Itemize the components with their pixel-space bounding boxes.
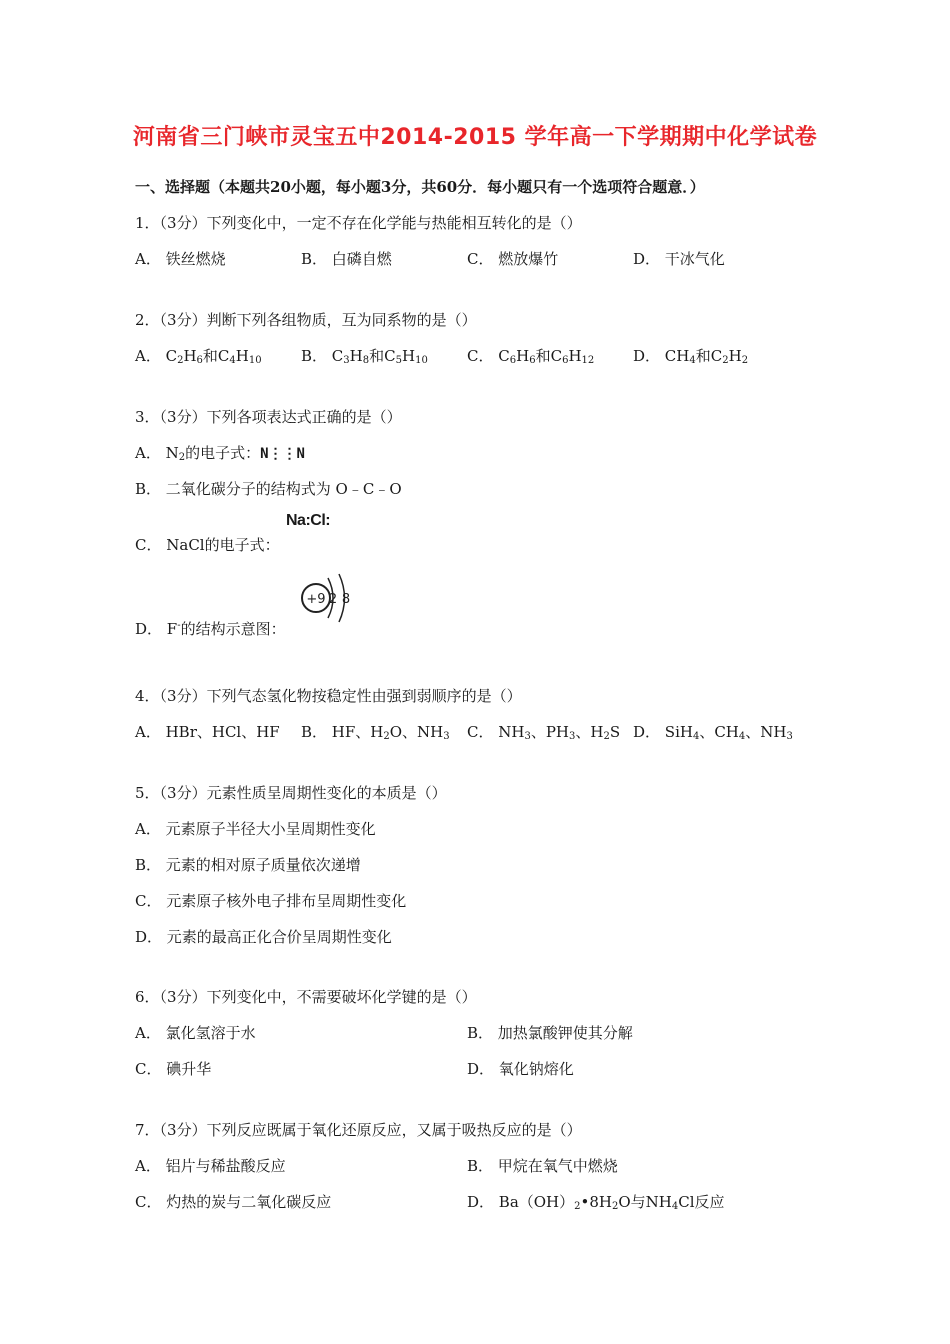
question-1-option-b: B． 白磷自燃 bbox=[301, 250, 392, 268]
question-4-option-c: C． $NH_3$、$PH_3$、$H_2S$ bbox=[467, 723, 621, 742]
question-6-option-c: C． 碘升华 bbox=[135, 1060, 212, 1078]
fluoride-ion-structure-diagram bbox=[298, 570, 358, 626]
question-5-stem: 5．（3分）元素性质呈周期性变化的本质是（） bbox=[135, 784, 447, 802]
nucleus-charge: +9 bbox=[306, 592, 326, 607]
nacl-electron-formula-image: Na:Cl: bbox=[286, 512, 331, 529]
question-2-stem: 2．（3分）判断下列各组物质，互为同系物的是（） bbox=[135, 311, 477, 329]
question-4-stem: 4．（3分）下列气态氢化物按稳定性由强到弱顺序的是（） bbox=[135, 687, 522, 705]
question-7-option-b: B． 甲烷在氧气中燃烧 bbox=[467, 1157, 618, 1175]
question-2-option-b: B． $C_3H_8$和$C_5H_{10}$ bbox=[301, 347, 428, 366]
shell-2-electrons: 8 bbox=[341, 592, 351, 607]
question-5-option-b: B． 元素的相对原子质量依次递增 bbox=[135, 856, 361, 874]
question-4-option-d: D． SiH$_4$、$CH_4$、$NH_3$ bbox=[633, 723, 793, 742]
question-5-option-a: A． 元素原子半径大小呈周期性变化 bbox=[135, 820, 376, 838]
question-5-option-d: D． 元素的最高正化合价呈周期性变化 bbox=[135, 928, 392, 946]
question-3-option-d: D． F-的结构示意图： bbox=[135, 620, 286, 638]
question-6-option-b: B． 加热氯酸钾使其分解 bbox=[467, 1024, 633, 1042]
question-6-option-a: A． 氯化氢溶于水 bbox=[135, 1024, 256, 1042]
question-1-option-d: D． 干冰气化 bbox=[633, 250, 725, 268]
section-heading: 一、选择题（本题共20小题，每小题3分，共60分．每小题只有一个选项符合题意．） bbox=[135, 178, 705, 196]
question-3-option-b: B． 二氧化碳分子的结构式为 O﹣C﹣O bbox=[135, 480, 402, 498]
question-3-stem: 3．（3分）下列各项表达式正确的是（） bbox=[135, 408, 402, 426]
question-1-option-a: A． 铁丝燃烧 bbox=[135, 250, 226, 268]
question-1-option-c: C． 燃放爆竹 bbox=[467, 250, 559, 268]
n2-electron-formula: N⋮⋮N bbox=[260, 446, 305, 462]
question-7-stem: 7．（3分）下列反应既属于氧化还原反应，又属于吸热反应的是（） bbox=[135, 1121, 582, 1139]
question-6-option-d: D． 氧化钠熔化 bbox=[467, 1060, 574, 1078]
page-title: 河南省三门峡市灵宝五中2014-2015 学年高一下学期期中化学试卷 bbox=[132, 125, 818, 150]
question-2-option-a: A． $C_2H_6$和$C_4H_{10}$ bbox=[135, 347, 262, 366]
question-3-option-c: C． NaCl的电子式： bbox=[135, 536, 280, 554]
question-2-option-c: C． $C_6H_6$和$C_6H_{12}$ bbox=[467, 347, 595, 366]
question-1-stem: 1．（3分）下列变化中，一定不存在化学能与热能相互转化的是（） bbox=[135, 214, 582, 232]
question-4-option-b: B． HF、$H_2O$、$NH_3$ bbox=[301, 723, 450, 742]
question-7-option-a: A． 铝片与稀盐酸反应 bbox=[135, 1157, 286, 1175]
question-2-option-d: D． $CH_4$和$C_2H_2$ bbox=[633, 347, 749, 366]
question-4-option-a: A． HBr、HCl、HF bbox=[135, 723, 280, 741]
shell-1-electrons: 2 bbox=[328, 592, 338, 607]
question-5-option-c: C． 元素原子核外电子排布呈周期性变化 bbox=[135, 892, 407, 910]
question-6-stem: 6．（3分）下列变化中，不需要破坏化学键的是（） bbox=[135, 988, 477, 1006]
question-7-option-c: C． 灼热的炭与二氧化碳反应 bbox=[135, 1193, 332, 1211]
question-7-option-d: D． $Ba(OH)_2•8H_2O$与$NH_4Cl$反应 bbox=[467, 1193, 725, 1212]
question-3-option-a: A． $N_2$的电子式：N⋮⋮N bbox=[135, 444, 305, 463]
